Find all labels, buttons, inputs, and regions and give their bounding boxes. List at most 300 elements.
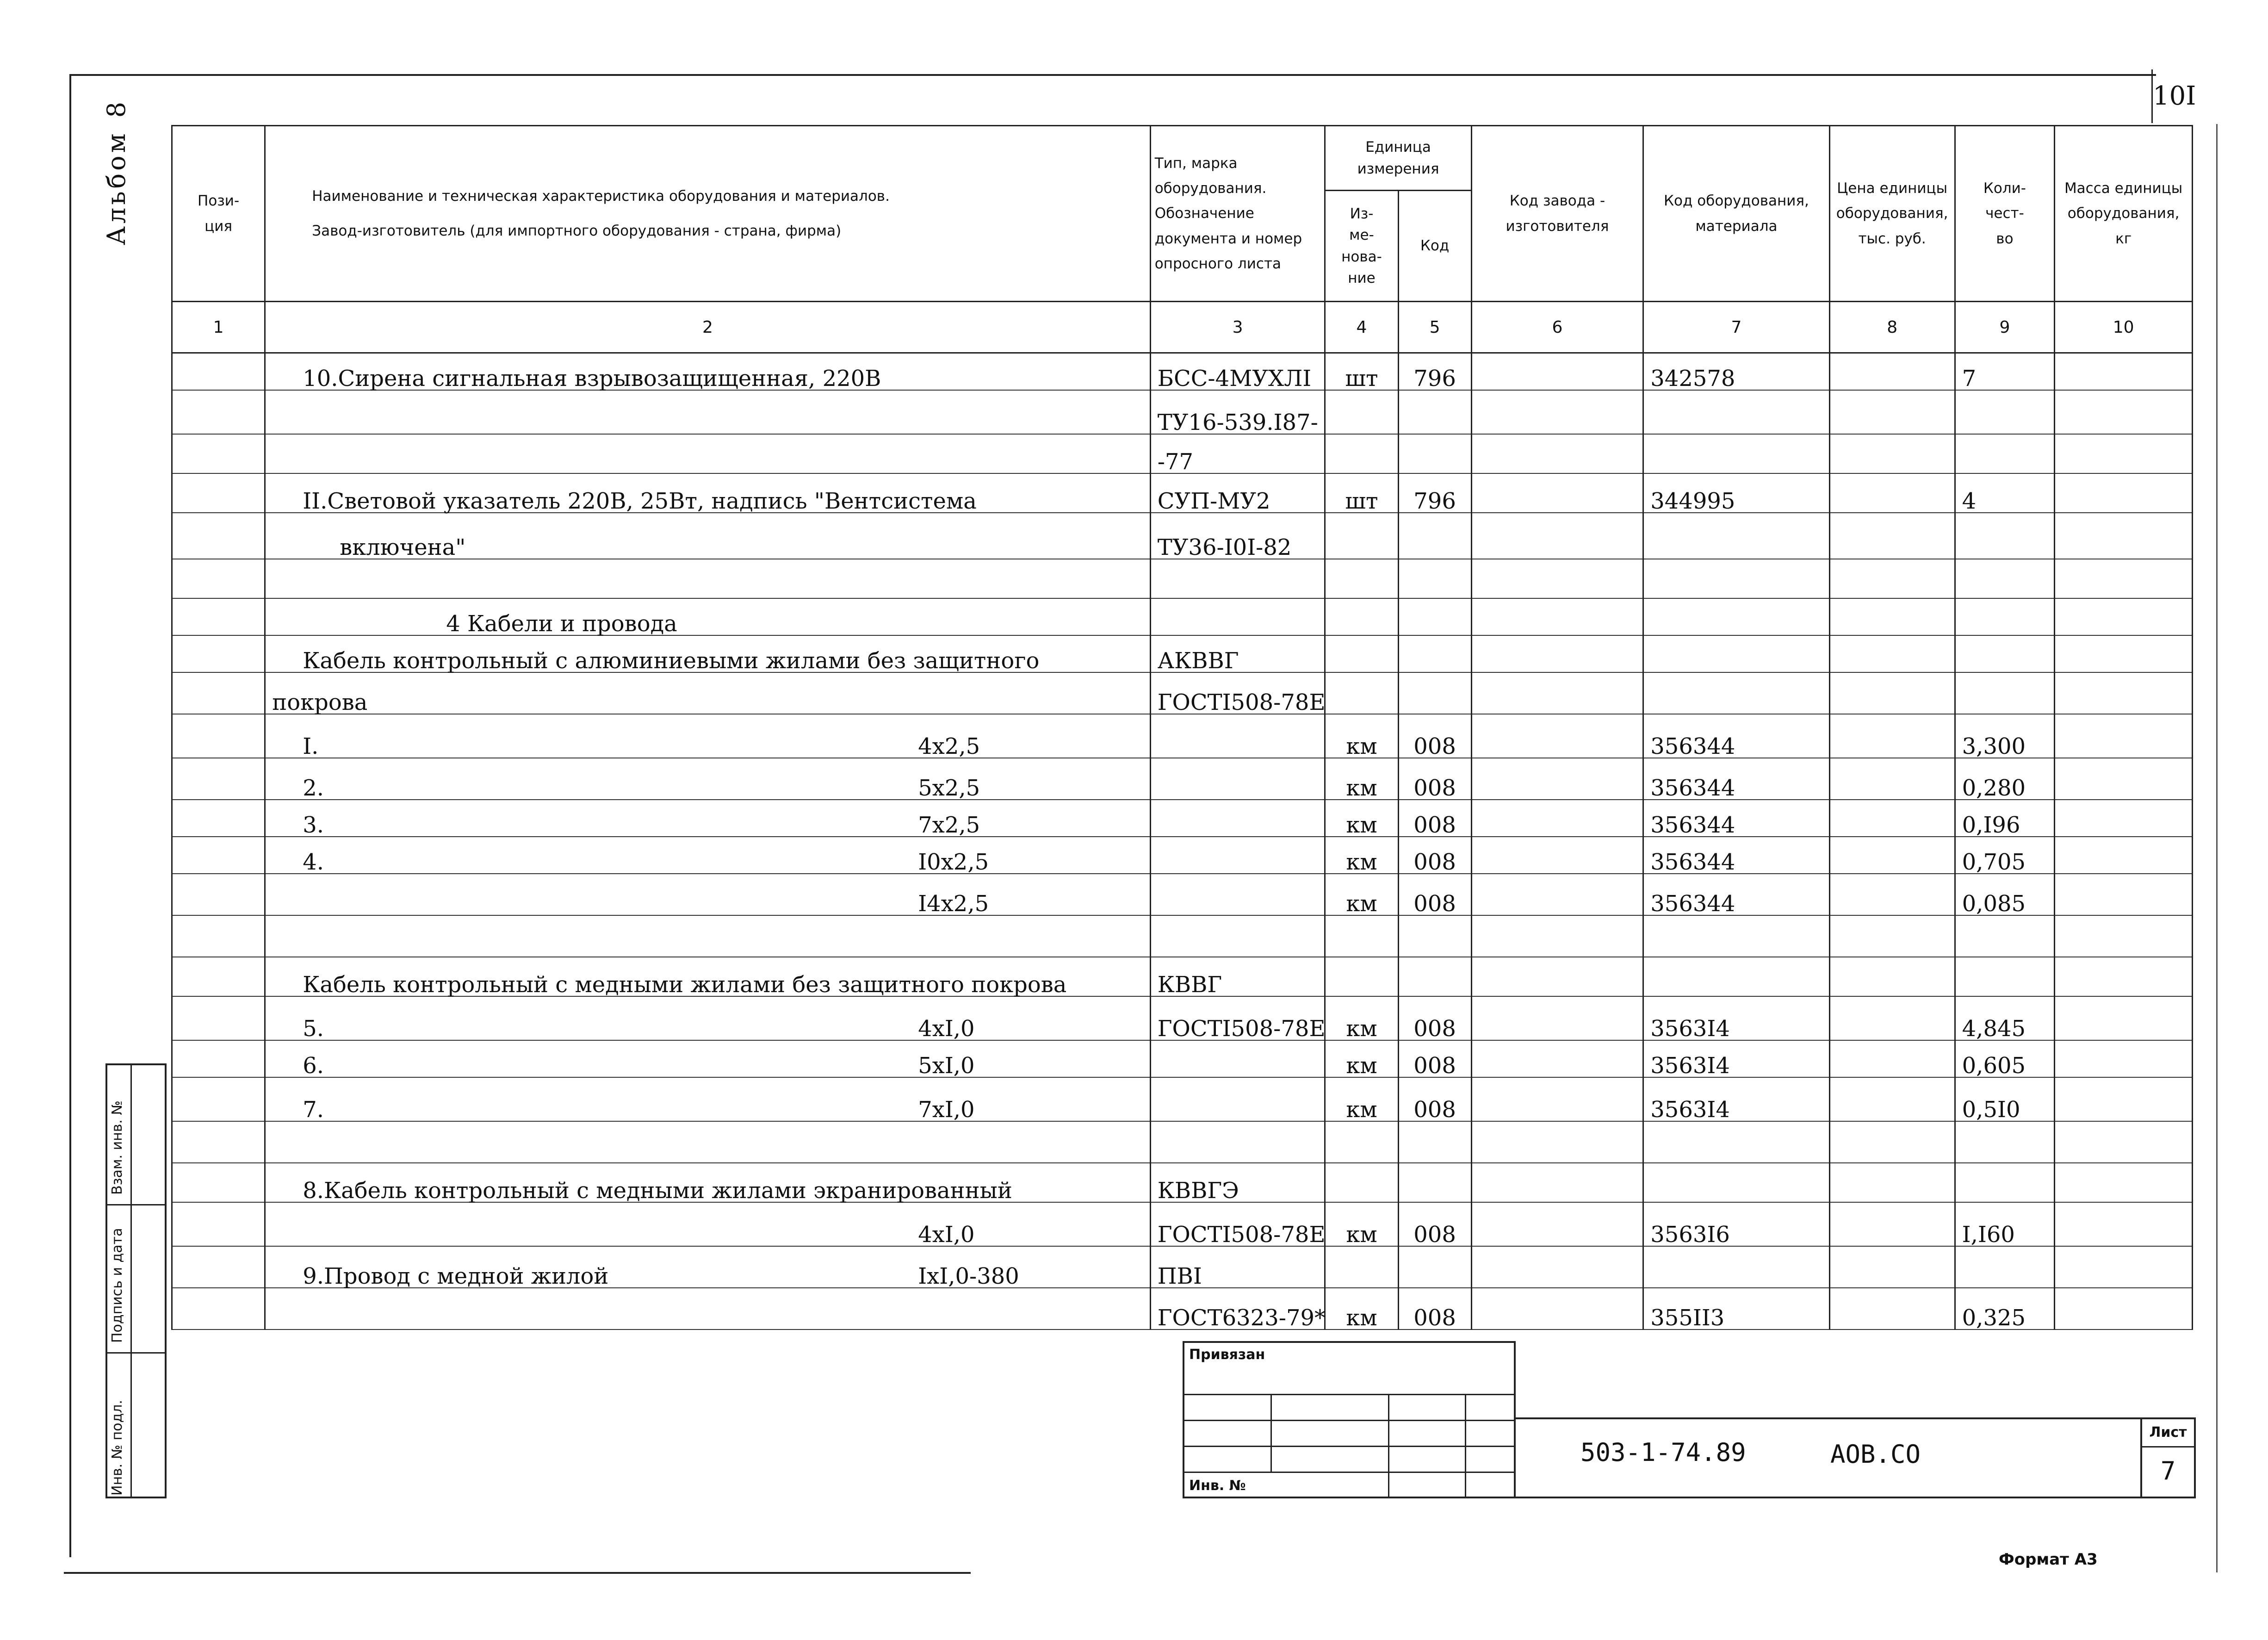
cell-position [172,1121,265,1163]
cell-quantity [1955,1121,2055,1163]
cell-type: ГОСТI508-78Е [1150,996,1325,1040]
cell-price [1829,957,1955,996]
col-num-5: 5 [1398,302,1471,353]
col-num-10: 10 [2055,302,2193,353]
cell-name [265,1288,1151,1329]
cell-type: КВВГ [1150,957,1325,996]
album-word: Альбом [102,130,131,245]
cell-name [265,1040,1151,1077]
cell-position [172,1246,265,1288]
table-row [172,434,2193,473]
item-number: 5. [303,1015,324,1042]
item-number: 3. [303,812,324,838]
table-row [172,714,2193,758]
cell-price [1829,758,1955,800]
cell-unit [1325,390,1398,434]
cell-quantity [1955,672,2055,714]
cell-quantity [1955,390,2055,434]
cell-name [265,1077,1151,1121]
cell-factory-code [1471,598,1643,635]
cell-material-code [1643,1121,1829,1163]
cell-unit-code [1398,672,1471,714]
table-row [172,390,2193,434]
cell-price [1829,1163,1955,1202]
side-stamp-orig-inv: Инв. № подл. [109,1400,125,1496]
inventory-label: Инв. № [1189,1478,1246,1494]
item-size: 7х2,5 [918,812,980,838]
cell-unit-code: 008 [1398,758,1471,800]
table-row [172,758,2193,800]
cell-unit [1325,1246,1398,1288]
cell-unit-code: 008 [1398,1040,1471,1077]
cell-quantity [1955,434,2055,473]
cell-price [1829,635,1955,672]
cell-mass [2055,1202,2193,1246]
cell-unit [1325,513,1398,559]
cell-type: ГОСТ6323-79* [1150,1288,1325,1329]
header-type: Тип, марка оборудования. Обозначение документа и номер опросного листа [1150,126,1325,302]
cell-name [265,1202,1151,1246]
cell-unit [1325,1163,1398,1202]
cell-unit-code [1398,513,1471,559]
cell-unit: шт [1325,353,1398,390]
cell-price [1829,714,1955,758]
cell-position [172,714,265,758]
cell-quantity: 0,085 [1955,874,2055,915]
table-body [172,353,2193,1329]
cell-price [1829,996,1955,1040]
item-number: 4. [303,849,324,875]
cell-type [1150,559,1325,598]
cell-unit: км [1325,1077,1398,1121]
cell-position [172,915,265,957]
frame-left-line [69,74,71,1557]
cell-mass [2055,635,2193,672]
cell-unit-code [1398,434,1471,473]
cell-quantity: 4 [1955,473,2055,513]
cell-position [172,1202,265,1246]
format-label: Формат А3 [1999,1550,2098,1569]
cell-type: АКВВГ [1150,635,1325,672]
cell-price [1829,1246,1955,1288]
table-row [172,837,2193,874]
cell-name: Кабель контрольный с алюминиевыми жилами без защитного [265,635,1151,672]
cell-unit-code [1398,559,1471,598]
cell-position [172,473,265,513]
cell-factory-code [1471,837,1643,874]
cell-mass [2055,1040,2193,1077]
header-material-code: Код оборудования, материала [1643,126,1829,302]
cell-type [1150,874,1325,915]
cell-material-code [1643,1246,1829,1288]
cell-position [172,1040,265,1077]
cell-type [1150,915,1325,957]
cell-position [172,598,265,635]
table-row [172,1040,2193,1077]
cell-price [1829,837,1955,874]
cell-material-code [1643,434,1829,473]
cell-type [1150,1121,1325,1163]
cell-type: ТУ36-I0I-82 [1150,513,1325,559]
table-row [172,598,2193,635]
cell-unit [1325,957,1398,996]
cell-factory-code [1471,473,1643,513]
cell-type: ГОСТI508-78Е [1150,672,1325,714]
cell-mass [2055,353,2193,390]
table-row [172,1121,2193,1163]
document-mark: АОВ.СО [1830,1440,1921,1469]
cell-material-code: 342578 [1643,353,1829,390]
cell-quantity [1955,957,2055,996]
cell-unit-code: 008 [1398,996,1471,1040]
cell-factory-code [1471,513,1643,559]
item-number: 2. [303,775,324,801]
cell-type [1150,598,1325,635]
cell-name: 10.Сирена сигнальная взрывозащищенная, 220В [265,353,1151,390]
cell-unit: км [1325,996,1398,1040]
cell-unit-code: 008 [1398,1077,1471,1121]
cell-mass [2055,957,2193,996]
cell-material-code [1643,513,1829,559]
cell-material-code [1643,957,1829,996]
cell-type [1150,1077,1325,1121]
album-label [102,99,134,245]
table-row [172,559,2193,598]
cell-unit [1325,559,1398,598]
cell-unit [1325,1121,1398,1163]
cell-material-code: 3563I6 [1643,1202,1829,1246]
cell-price [1829,1121,1955,1163]
table-row [172,1202,2193,1246]
cell-unit: км [1325,1202,1398,1246]
cell-position [172,513,265,559]
cell-unit-code: 796 [1398,473,1471,513]
item-size: 4х2,5 [918,733,980,759]
cell-price [1829,353,1955,390]
frame-bottom-line [64,1572,971,1574]
cell-quantity: 0,605 [1955,1040,2055,1077]
col-num-3: 3 [1150,302,1325,353]
item-size: IхI,0-380 [918,1263,1019,1289]
item-size: 4хI,0 [918,1221,975,1248]
cell-material-code: 356344 [1643,837,1829,874]
cell-factory-code [1471,353,1643,390]
binding-vline-1 [1270,1394,1272,1472]
cell-material-code: 3563I4 [1643,996,1829,1040]
cell-factory-code [1471,390,1643,434]
side-stamp-signature-date: Подпись и дата [109,1228,125,1343]
cell-type: КВВГЭ [1150,1163,1325,1202]
cell-position [172,874,265,915]
cell-unit-code: 008 [1398,1288,1471,1329]
cell-mass [2055,837,2193,874]
cell-unit [1325,915,1398,957]
cell-mass [2055,473,2193,513]
item-size: 4хI,0 [918,1015,975,1042]
cell-mass [2055,1246,2193,1288]
cell-quantity [1955,1246,2055,1288]
sheet-box [2140,1419,2194,1497]
cell-factory-code [1471,1040,1643,1077]
header-mass: Масса единицы оборудования, кг [2055,126,2193,302]
cell-unit [1325,598,1398,635]
binding-label: Привязан [1189,1347,1265,1363]
side-stamp-replace-inv: Взам. инв. № [109,1100,125,1195]
cell-material-code: 356344 [1643,874,1829,915]
sheet-mark: 10I [2151,69,2186,123]
cell-name [265,800,1151,837]
cell-position [172,434,265,473]
cell-mass [2055,996,2193,1040]
cell-unit [1325,434,1398,473]
col-num-7: 7 [1643,302,1829,353]
cell-material-code: 355II3 [1643,1288,1829,1329]
cell-unit: км [1325,874,1398,915]
cell-position [172,800,265,837]
cell-quantity: I,I60 [1955,1202,2055,1246]
col-num-8: 8 [1829,302,1955,353]
side-stamp-divider-1 [107,1204,165,1205]
cell-quantity [1955,915,2055,957]
cell-name [265,874,1151,915]
cell-mass [2055,1077,2193,1121]
col-num-1: 1 [172,302,265,353]
cell-price [1829,1202,1955,1246]
binding-box [1183,1341,1516,1498]
header-unit: Единица измерения [1325,126,1471,191]
cell-mass [2055,758,2193,800]
cell-price [1829,1040,1955,1077]
cell-name [265,837,1151,874]
cell-type [1150,758,1325,800]
cell-name [265,996,1151,1040]
cell-mass [2055,800,2193,837]
cell-factory-code [1471,1202,1643,1246]
cell-position [172,1077,265,1121]
cell-quantity [1955,1163,2055,1202]
cell-mass [2055,915,2193,957]
cell-name: 4 Кабели и провода [265,598,1151,635]
cell-position [172,1163,265,1202]
cell-material-code: 3563I4 [1643,1040,1829,1077]
cell-type: ПВI [1150,1246,1325,1288]
table-row [172,473,2193,513]
cell-position [172,1288,265,1329]
cell-material-code [1643,598,1829,635]
cell-price [1829,800,1955,837]
cell-unit: км [1325,758,1398,800]
cell-factory-code [1471,800,1643,837]
cell-mass [2055,598,2193,635]
cell-material-code: 356344 [1643,714,1829,758]
cell-quantity: 0,280 [1955,758,2055,800]
table-row [172,1246,2193,1288]
cell-material-code: 356344 [1643,800,1829,837]
cell-position [172,353,265,390]
cell-mass [2055,559,2193,598]
header-unit-code: Код [1398,191,1471,302]
header-name-line2: Завод-изготовитель (для импортного оборудования - страна, фирма) [312,222,842,239]
cell-unit: шт [1325,473,1398,513]
table-row [172,635,2193,672]
binding-vline-2 [1388,1394,1389,1498]
cell-type: -77 [1150,434,1325,473]
cell-factory-code [1471,714,1643,758]
cell-position [172,390,265,434]
cell-position [172,957,265,996]
cell-name [265,1121,1151,1163]
cell-price [1829,1077,1955,1121]
cell-quantity: 4,845 [1955,996,2055,1040]
header-price: Цена единицы оборудования, тыс. руб. [1829,126,1955,302]
cell-name [265,714,1151,758]
cell-name [265,1246,1151,1288]
cell-factory-code [1471,915,1643,957]
header-name-line1: Наименование и техническая характеристика оборудования и материалов. [312,188,890,205]
cell-material-code [1643,635,1829,672]
item-number: I. [303,733,319,759]
cell-price [1829,1288,1955,1329]
cell-type [1150,714,1325,758]
binding-vline-3 [1465,1394,1466,1498]
title-block [1183,1341,2200,1498]
cell-price [1829,672,1955,714]
cell-unit: км [1325,837,1398,874]
cell-unit-code: 008 [1398,800,1471,837]
document-code: 503-1-74.89 [1580,1438,1746,1467]
cell-quantity [1955,513,2055,559]
cell-position [172,635,265,672]
cell-quantity: 0,325 [1955,1288,2055,1329]
cell-unit: км [1325,714,1398,758]
cell-price [1829,513,1955,559]
cell-position [172,996,265,1040]
cell-factory-code [1471,1288,1643,1329]
title-main [1516,1417,2196,1498]
table-row [172,513,2193,559]
cell-unit-code [1398,915,1471,957]
table-row [172,874,2193,915]
cell-unit-code: 008 [1398,874,1471,915]
cell-mass [2055,434,2193,473]
cell-factory-code [1471,672,1643,714]
cell-price [1829,915,1955,957]
table-row [172,915,2193,957]
cell-position [172,758,265,800]
cell-position [172,672,265,714]
cell-material-code: 356344 [1643,758,1829,800]
item-size: 5хI,0 [918,1052,975,1079]
header-quantity: Коли- чест- во [1955,126,2055,302]
cell-name [265,434,1151,473]
cell-name: 8.Кабель контрольный с медными жилами экранированный [265,1163,1151,1202]
cell-price [1829,598,1955,635]
cell-type [1150,800,1325,837]
col-num-2: 2 [265,302,1151,353]
item-number: 9.Провод с медной жилой [303,1263,609,1289]
cell-unit-code [1398,635,1471,672]
album-number: 8 [102,99,131,118]
cell-unit-code: 008 [1398,837,1471,874]
cell-type [1150,837,1325,874]
header-factory-code: Код завода - изготовителя [1471,126,1643,302]
cell-quantity [1955,635,2055,672]
cell-quantity: 0,705 [1955,837,2055,874]
cell-factory-code [1471,1246,1643,1288]
cell-unit: км [1325,1040,1398,1077]
cell-material-code [1643,915,1829,957]
cell-mass [2055,1121,2193,1163]
sheet-label: Лист [2142,1419,2194,1447]
frame-right-line [2216,124,2218,1572]
frame-top-line [69,74,2156,76]
cell-quantity: 0,5I0 [1955,1077,2055,1121]
cell-mass [2055,1163,2193,1202]
sheet-number: 7 [2160,1456,2176,1485]
table-row [172,1163,2193,1202]
cell-mass [2055,714,2193,758]
cell-unit-code [1398,1163,1471,1202]
item-size: I0х2,5 [918,849,989,875]
table-header [172,126,2193,353]
cell-name: II.Световой указатель 220В, 25Вт, надпись "Вентсистема [265,473,1151,513]
col-num-6: 6 [1471,302,1643,353]
cell-unit-code: 008 [1398,714,1471,758]
cell-quantity: 0,I96 [1955,800,2055,837]
cell-factory-code [1471,434,1643,473]
side-stamp [105,1063,167,1498]
cell-unit-code: 796 [1398,353,1471,390]
item-size: 5х2,5 [918,775,980,801]
item-number: 6. [303,1052,324,1079]
cell-factory-code [1471,1121,1643,1163]
col-num-9: 9 [1955,302,2055,353]
header-unit-name: Из- ме- нова- ние [1325,191,1398,302]
cell-quantity: 7 [1955,353,2055,390]
cell-factory-code [1471,996,1643,1040]
header-position: Пози- ция [172,126,265,302]
item-number: 7. [303,1096,324,1123]
cell-quantity [1955,559,2055,598]
cell-factory-code [1471,957,1643,996]
cell-price [1829,559,1955,598]
cell-name: включена" [265,513,1151,559]
cell-type: ТУ16-539.I87- [1150,390,1325,434]
cell-mass [2055,513,2193,559]
cell-unit-code [1398,598,1471,635]
cell-mass [2055,672,2193,714]
item-size: 7хI,0 [918,1096,975,1123]
cell-name [265,559,1151,598]
cell-mass [2055,1288,2193,1329]
cell-factory-code [1471,758,1643,800]
cell-position [172,837,265,874]
item-size: I4х2,5 [918,890,989,917]
cell-unit-code [1398,1121,1471,1163]
cell-unit [1325,672,1398,714]
side-stamp-divider-2 [107,1352,165,1354]
cell-name [265,915,1151,957]
column-numbers-row [172,302,2193,353]
cell-unit: км [1325,800,1398,837]
table-row [172,1288,2193,1329]
cell-type: СУП-МУ2 [1150,473,1325,513]
cell-quantity [1955,598,2055,635]
cell-unit: км [1325,1288,1398,1329]
table-row [172,353,2193,390]
cell-type [1150,1040,1325,1077]
cell-mass [2055,874,2193,915]
